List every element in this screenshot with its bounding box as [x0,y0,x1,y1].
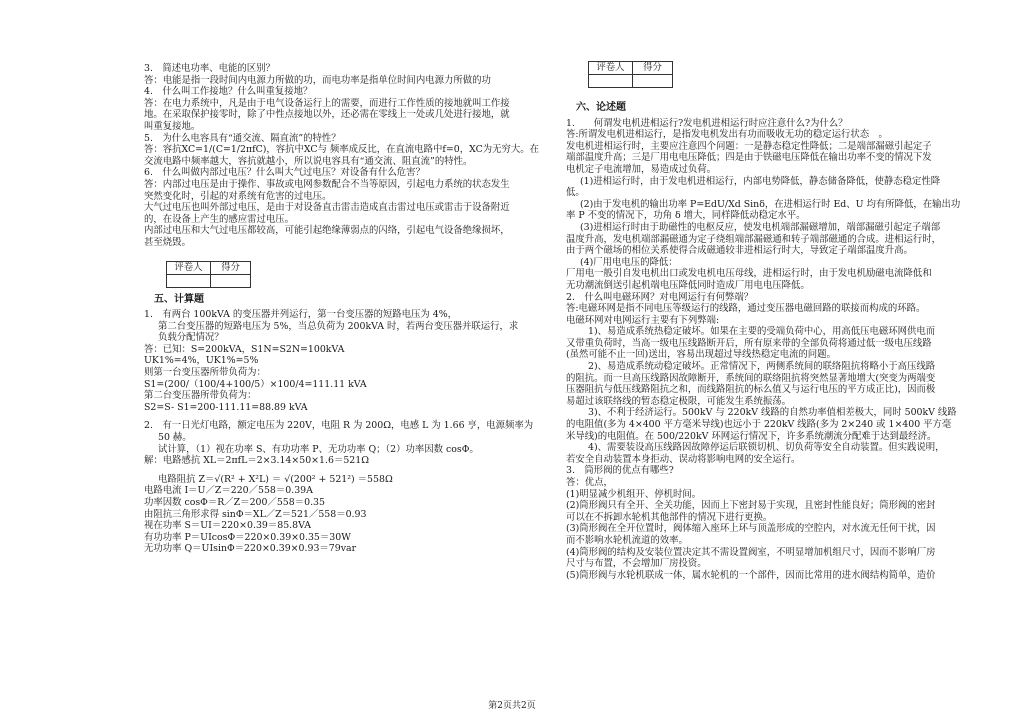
score-label: 得分 [211,261,251,274]
text-line: 地。在采取保护接零时，除了中性点接地以外，还必需在零线上一处或几处进行接地，就 [144,109,510,121]
section-title-calculation: 五、计算题 [154,293,204,305]
text-line: (3)筒形阀在全开位置时，阀体缩入座环上环与顶盖形成的空腔内，对水流无任何干扰，因 [566,523,936,535]
text-line: 第二台变压器所带负荷为： [144,390,257,402]
left-column [144,63,552,555]
text-line: 答:所谓发电机进相运行，是指发电机发出有功而吸收无功的稳定运行状态 。 [566,129,888,141]
text-line: 1. 何谓发电机进相运行?发电机进相运行时应注意什么?为什么？ [566,117,848,129]
text-line: (1)进相运行时，由于发电机进相运行，内部电势降低，静态储备降低，使静态稳定性降 [580,175,941,187]
text-line: (虽然可能不止一回)送出，容易出现超过导线热稳定电流的问题。 [566,349,836,361]
left-qa-block [144,63,552,249]
text-line: 叫重复接地。 [144,120,201,132]
text-line: 答：容抗XC=1/(C=1/2πfC)，容抗中XC与 频率成反比，在直流电路中f=0，XC为无穷大。在 [144,144,540,156]
text-line: 率 P 不变的情况下，功角 δ 增大，同样降低动稳定水平。 [566,210,806,222]
text-line: 电路阻抗 Z＝√(R² + X²L) ＝ √(200² + 521²) ＝558Ω [158,473,393,485]
reviewer-label: 评卷人 [167,261,211,274]
text-line: 易超过该联络线的暂态稳定极限，可能发生系统振荡。 [566,395,792,407]
text-line [144,467,552,474]
text-line: 功率因数 cosΦ＝R／Z＝200／558＝0.35 [144,497,325,508]
text-line: 无功功率 Q＝UIsinΦ＝220×0.39×0.93＝79var [144,543,357,555]
reviewer-label: 评卷人 [589,62,633,75]
text-line: 答：在电力系统中，凡是由于电气设备运行上的需要，而进行工作性质的接地就叫工作接 [144,97,510,109]
text-line: (2)由于发电机的输出功率 P=EdU/Xd Sinδ，在进相运行时 Ed、U 均有所降低，在输出功 [580,198,961,210]
page-footer: 第2页共2页 [488,701,536,711]
score-table-left [166,261,251,288]
text-line: 端部温度升高；三是厂用电电压降低；四是由于铁磁电压降低在输出功率不变的情况下发 [566,152,932,164]
text-line: 3. 筒形阀的优点有哪些? [566,465,674,477]
score-table-right [588,61,673,88]
text-line: 6. 什么叫做内部过电压？什么叫大气过电压？对设备有什么危害？ [144,167,425,179]
text-line: 的阻抗。而一旦高压线路因故障断开，系统间的联络阻抗将突然显著地增大(突变为两端变 [566,372,936,384]
text-line: 答：已知：S=200kVA，S1N=S2N=100kVA [144,343,345,355]
text-line: 的，在设备上产生的感应雷过电压。 [144,213,295,225]
text-line: 突然变化时，引起的对系统有危害的过电压。 [144,190,332,202]
section-title-essay: 六、论述题 [576,102,626,113]
calculation-block [144,309,552,555]
text-line: 2. 什么叫电磁环网？对电网运行有何弊端？ [566,291,754,303]
text-line: 甚至烧毁。 [144,236,191,248]
text-line: 电路电流 I＝U／Z＝220／558＝0.39A [144,485,313,497]
reviewer-cell [167,274,211,287]
reviewer-cell [589,75,633,88]
text-line: 又带重负荷时，当高一级电压线路断开后，所有原来带的全部负荷将通过低一级电压线路 [566,337,932,349]
text-line: 2)、易造成系统动稳定破坏。正常情况下，两侧系统间的联络阻抗将略小于高压线路 [588,361,936,373]
text-line: 若安全自动装置本身拒动、误动将影响电网的安全运行。 [566,453,801,465]
text-line: 压器阻抗与低压线路阻抗之和，而线路阻抗的标么值又与运行电压的平方成正比)，因而极 [566,384,936,396]
text-line: 内部过电压和大气过电压都较高，可能引起绝缘薄弱点的闪络，引起电气设备绝缘损坏， [144,225,510,237]
score-cell [633,75,673,88]
score-label: 得分 [633,62,673,75]
text-line: (5)筒形阀与水轮机联成一体，属水轮机的一个部件，因而比常用的进水阀结构简单，造价 [566,569,936,581]
text-line: 可以在不拆卸水轮机其他部件的情况下进行更换。 [566,511,773,523]
text-line: 大气过电压也叫外部过电压，是由于对设备直击雷击造成直击雷过电压或雷击于设备附近 [144,202,510,214]
text-line: 低。 [566,187,585,199]
text-line: (2)筒形阀只有全开、全关功能，因而上下密封易于实现，且密封性能良好；筒形阀的密封 [566,500,936,512]
text-line: 4. 什么叫工作接地？什么叫重复接地？ [144,86,313,98]
text-line: 则第一台变压器所带负荷为： [144,367,266,379]
text-line: 交流电路中频率越大，容抗就越小，所以说电容具有“通交流、阻直流”的特性。 [144,155,473,167]
text-line: 答：内部过电压是由于操作、事故或电网参数配合不当等原因，引起电力系统的状态发生 [144,178,510,190]
text-line: 米导线)的电阻值。在 500/220kV 环网运行情况下，许多系统潮流分配难于达到最经济。 [566,430,937,442]
essay-block [566,117,961,582]
text-line: 3)、不利于经济运行。500kV 与 220kV 线路的自然功率值相差极大，同时 500kV 线路 [588,407,957,419]
text-line: 答：优点， [566,477,613,488]
text-line: S1=(200/（100/4+100/5）×100/4=111.11 kVA [144,378,367,390]
text-line: 由阻抗三角形求得 sinΦ＝XL／Z＝521／558＝0.93 [144,508,367,520]
text-line: (1)明显减少机组开、停机时间。 [566,488,702,500]
text-line: 3. 简述电功率、电能的区别？ [144,63,275,74]
text-line: (4)筒形阀的结构及安装位置决定其不需设置阀室，不明显增加机组尺寸，因而不影响厂房 [566,546,936,558]
text-line: 电机定子电流增加，易造成过负荷。 [566,163,717,175]
text-line: 有功功率 P＝UIcosΦ＝220×0.39×0.35＝30W [144,531,351,543]
text-line: 5. 为什么电容具有“通交流、隔直流”的特性？ [144,132,341,144]
text-line: 尺寸与布置，不会增加厂房投资。 [566,558,707,570]
text-line: (4)厂用电电压的降低： [580,256,678,268]
score-cell [211,274,251,287]
text-line: 50 赫。 [158,432,192,444]
text-line: 1)、易造成系统热稳定破坏。如果在主要的受端负荷中心，用高低压电磁环网供电而 [588,326,936,338]
text-line: (3)进相运行时由于助磁性的电枢反应，使发电机端部漏磁增加，端部漏磁引起定子端部 [580,221,941,233]
text-line: 第二台变压器的短路电压为 5%，当总负荷为 200kVA 时，若两台变压器并联运行，求 [158,320,519,332]
text-line: UK1%=4%，UK1%=5% [144,355,259,367]
text-line: 负载分配情况？ [158,332,224,344]
text-line: 1. 有两台 100kVA 的变压器并列运行，第一台变压器的短路电压为 4%， [144,309,457,321]
text-line: 温度升高，发电机端部漏磁通为定子绕组端部漏磁通和转子端部磁通的合成。进相运行时， [566,233,942,245]
text-line: 答：电能是指一段时间内电源力所做的功，而电功率是指单位时间内电源力所做的功 [144,74,491,86]
text-line: S2=S- S1=200-111.11=88.89 kVA [144,401,308,413]
text-line: 无功潮流倒送引起机端电压降低同时造成厂用电电压降低。 [566,279,810,291]
text-line: 试计算，（1）视在功率 S、有功功率 P、无功功率 Q；（2）功率因数 cosΦ。 [158,443,479,455]
text-line: 发电机进相运行时，主要应注意四个问题：一是静态稳定性降低；二是端部漏磁引起定子 [566,140,932,152]
text-line: 视在功率 S＝UI＝220×0.39＝85.8VA [144,520,312,532]
text-line: 而不影响水轮机流道的效率。 [566,534,688,546]
text-line: 4)、需要装设高压线路因故障停运后联锁切机、切负荷等安全自动装置。但实践说明， [588,442,945,454]
text-line: 的电阻值(多为 4×400 平方毫米导线)也远小于 220kV 线路(多为 2×240 或 1×400 平方毫 [566,419,952,431]
text-line: 2. 有一日光灯电路，额定电压为 220V，电阻 R 为 200Ω，电感 L 为 1.66 亨，电源频率为 [144,420,534,432]
text-line: 由于两个磁场的相位关系使得合成磁通较非进相运行时大，导致定子端部温度升高。 [566,245,913,257]
text-line: 答:电磁环网是指不同电压等级运行的线路，通过变压器电磁回路的联接而构成的环路。 [566,303,926,315]
text-line: 电磁环网对电网运行主要有下列弊端: [566,314,720,326]
right-column [566,62,961,581]
text-line: 厂用电一般引自发电机出口或发电机电压母线，进相运行时，由于发电机励磁电流降低和 [566,268,932,280]
text-line: 解：电路感抗 XL＝2πfL＝2×3.14×50×1.6＝521Ω [144,455,369,467]
